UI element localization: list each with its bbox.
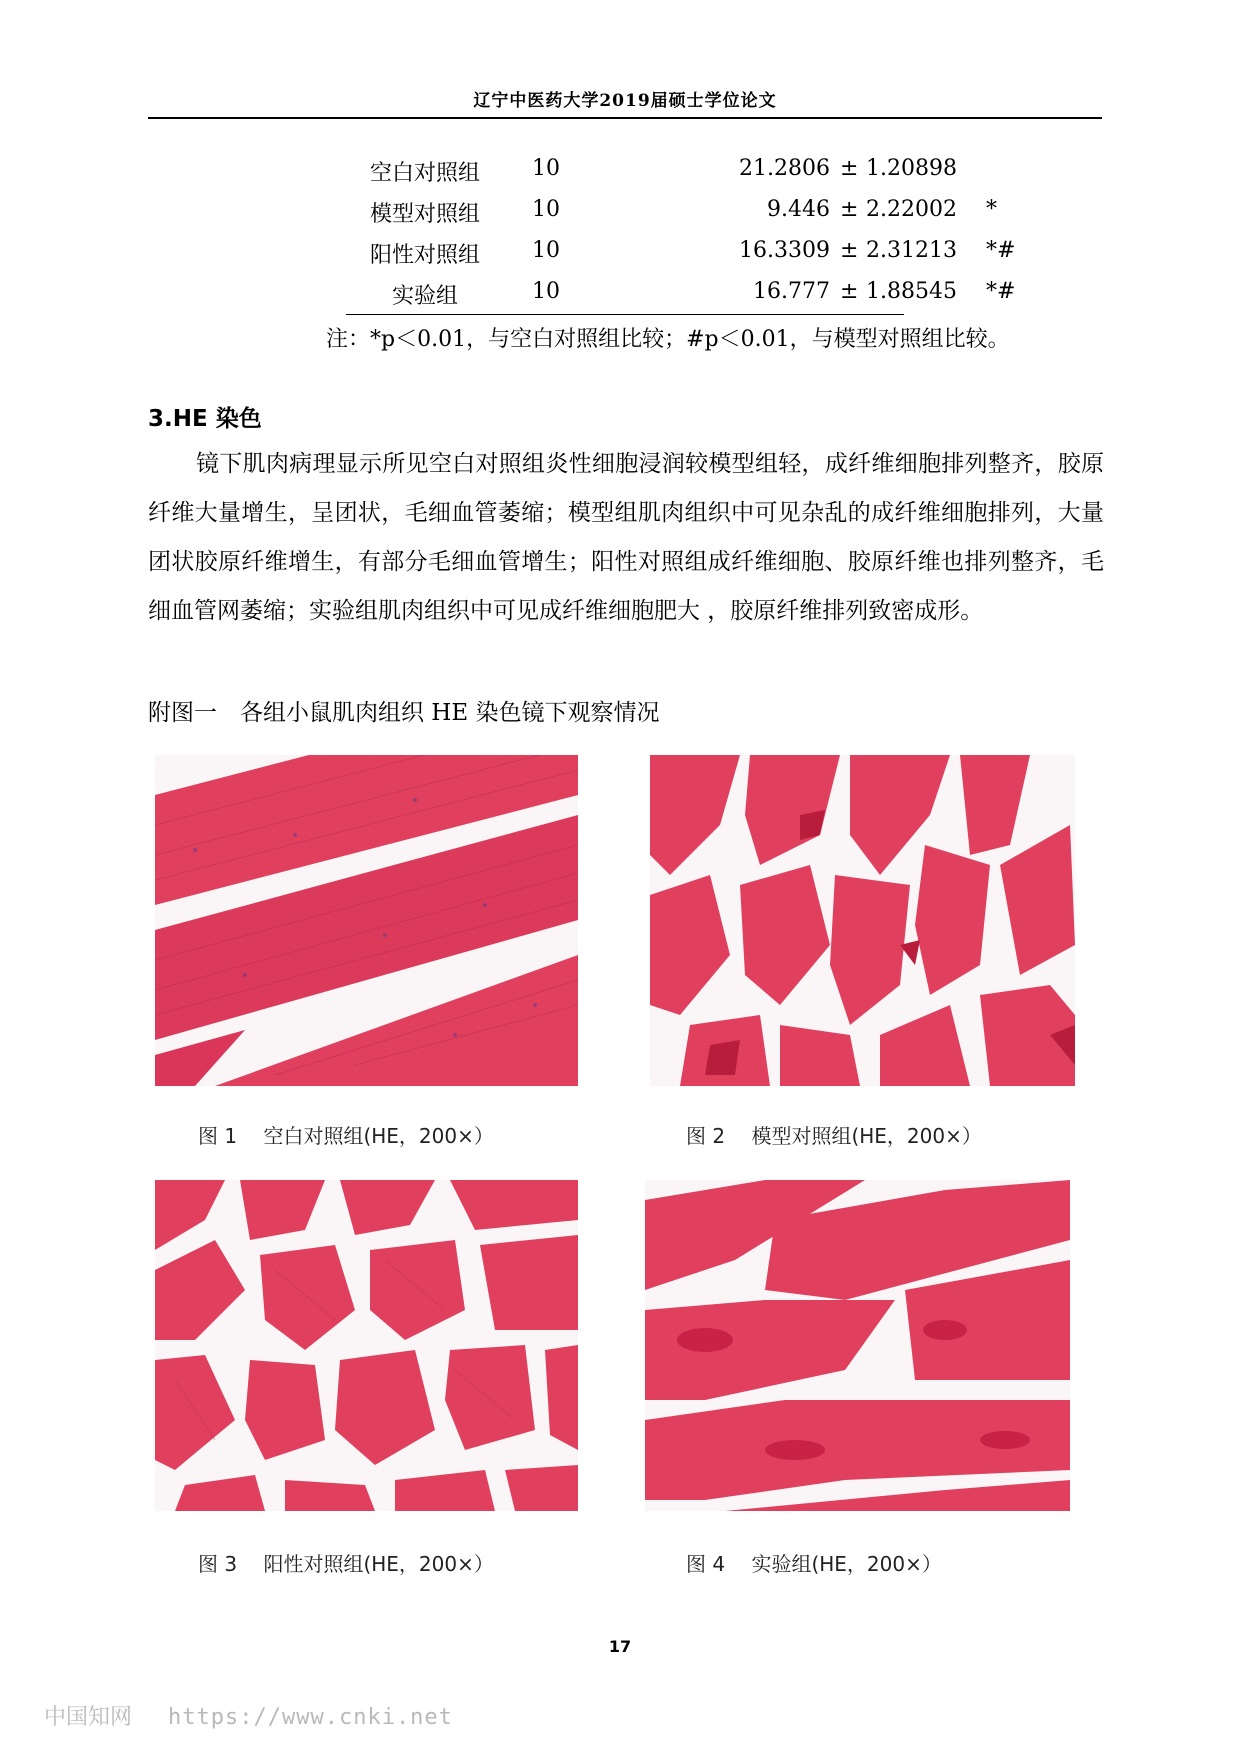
table-cell-mark: *# [986,279,1016,304]
table-cell-pm: ± [840,197,859,222]
micrograph-3 [155,1180,578,1511]
table-cell-pm: ± [840,238,859,263]
table-cell-group: 阳性对照组 [369,243,480,268]
table-note: 注：*p＜0.01，与空白对照组比较；#p＜0.01，与模型对照组比较。 [326,327,1010,352]
figure-caption-2: 图 2 模型对照组(HE，200×） [686,1124,982,1148]
table-cell-mean: 9.446 [767,197,830,222]
running-header: 辽宁中医药大学2019届硕士学位论文 [473,91,777,111]
figure-group-title: 附图一 各组小鼠肌肉组织 HE 染色镜下观察情况 [148,700,660,726]
table-cell-group: 空白对照组 [369,161,480,186]
table-bottom-rule [346,314,904,315]
table-row [346,150,957,191]
table-cell-mark: * [986,197,997,222]
table-cell-pm: ± [840,279,859,304]
table-cell-sd: 2.22002 [866,197,957,222]
footer-brand: 中国知网 [44,1705,133,1730]
footer-watermark [44,1700,453,1731]
results-table [346,150,1016,314]
table-cell-sd: 2.31213 [866,238,957,263]
table-cell-sd: 1.20898 [866,156,957,181]
micrograph-4 [645,1180,1070,1511]
figure-caption-4: 图 4 实验组(HE，200×） [686,1552,942,1576]
figure-caption-3: 图 3 阳性对照组(HE，200×） [198,1552,494,1576]
table-cell-n: 10 [532,197,560,222]
table-cell-mark: *# [986,238,1016,263]
table-cell-pm: ± [840,156,859,181]
body-paragraph: 镜下肌肉病理显示所见空白对照组炎性细胞浸润较模型组轻，成纤维细胞排列整齐，胶原纤维大量增生，呈团状，毛细血管萎缩；模型组肌肉组织中可见杂乱的成纤维细胞排列，大量团状胶原纤维增生，有部分毛细血管增生；阳性对照组成纤维细胞、胶原纤维也排列整齐，毛细血管网萎缩；实验组肌肉组织中可见成纤维细胞肥大 ，胶原纤维排列致密成形。 [148,451,1104,624]
table-cell-group: 实验组 [391,284,458,309]
section-heading: 3.HE 染色 [148,406,262,432]
page-number: 17 [608,1637,632,1656]
table-row [346,191,997,232]
footer-url: https://www.cnki.net [168,1705,453,1730]
table-cell-sd: 1.88545 [866,279,957,304]
micrograph-1 [155,755,578,1086]
micrograph-2 [650,755,1075,1086]
table-cell-mean: 16.3309 [739,238,830,263]
table-cell-n: 10 [532,238,560,263]
table-cell-mean: 16.777 [753,279,830,304]
table-cell-group: 模型对照组 [369,202,480,227]
table-row [346,273,1016,314]
figure-caption-1: 图 1 空白对照组(HE，200×） [198,1124,494,1148]
table-row [346,232,1016,273]
header-rule [148,117,1102,119]
table-cell-n: 10 [532,279,560,304]
table-cell-mean: 21.2806 [739,156,830,181]
table-cell-n: 10 [532,156,560,181]
